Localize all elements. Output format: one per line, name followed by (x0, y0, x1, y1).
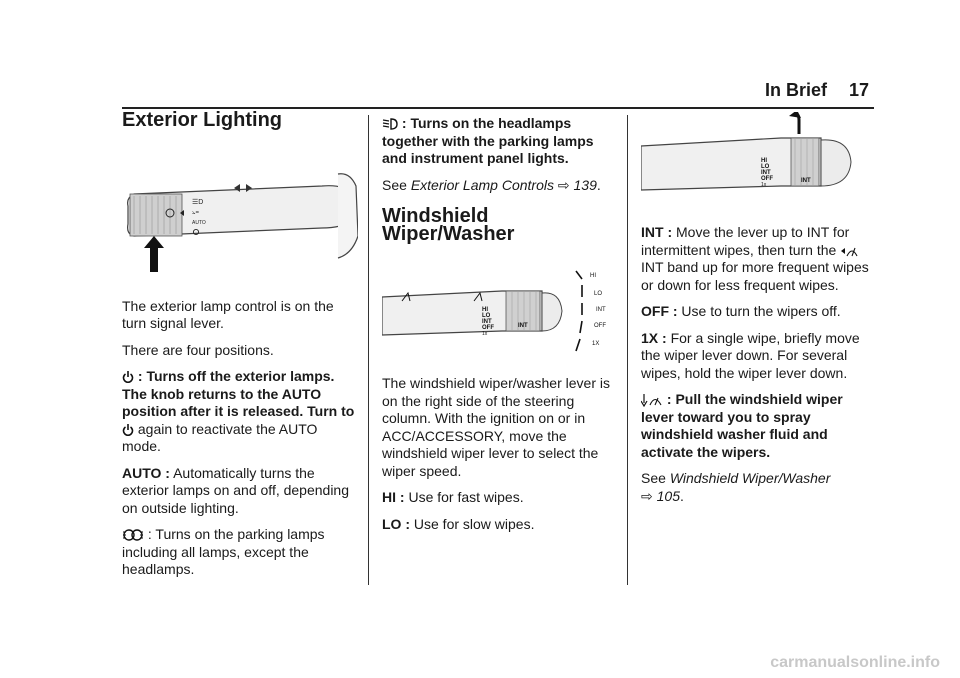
p-wiper-lever: The windshield wiper/washer lever is on the right side of the steering column. With the ignition on or in ACC/ACCESSORY, move the windshield wiper lever to select the wiper speed. (382, 375, 610, 479)
p-four-positions: There are four positions. (122, 341, 274, 358)
wiper-icon (840, 244, 858, 258)
lamp-lever-figure (122, 144, 358, 274)
p-lamp-control: The exterior lamp control is on the turn signal lever. (122, 297, 334, 331)
p-off: OFF : Use to turn the wipers off. (641, 303, 841, 319)
svg-text:⦣=: ⦣= (192, 209, 199, 216)
p-see-wiper: See Windshield Wiper/Washer ⇨ 105. (641, 470, 831, 504)
parking-lamp-icon (122, 528, 144, 542)
svg-text:☰D: ☰D (192, 198, 204, 206)
column-exterior-lighting (122, 109, 358, 588)
section-title: In Brief (765, 80, 828, 100)
column-wiper-positions (641, 112, 875, 514)
svg-text:INT: INT (482, 319, 492, 325)
p-see-exterior: See Exterior Lamp Controls ⇨ 139. (382, 176, 601, 193)
svg-text:HI: HI (482, 307, 488, 313)
wiper-int-figure (641, 112, 861, 212)
p-parking-lamps: : Turns on the parking lamps including all lamps, except the headlamps. (122, 526, 325, 577)
svg-text:1x: 1x (482, 331, 488, 337)
p-1x: 1X : For a single wipe, briefly move the wiper lever down. For several wipes, hold the wiper lever down. (641, 329, 860, 381)
svg-text:OFF: OFF (594, 323, 606, 329)
arrow-ref-icon: ⇨ (557, 176, 570, 193)
heading-exterior-lighting: Exterior Lighting (122, 109, 282, 131)
svg-text:1x: 1x (761, 182, 767, 188)
svg-text:INT: INT (801, 178, 811, 184)
page-number: 17 (849, 80, 870, 100)
page-header (765, 80, 875, 101)
svg-text:OFF: OFF (482, 325, 494, 331)
svg-text:LO: LO (482, 313, 491, 319)
p-off-position: : Turns off the exterior lamps. The knob returns to the AUTO position after it is released. Turn to again to reactivate the AUTO mode. (122, 368, 355, 454)
p-lo: LO : Use for slow wipes. (382, 515, 535, 532)
svg-text:INT: INT (761, 170, 771, 176)
column-headlamps-wipers (382, 115, 618, 542)
p-int: INT : Move the lever up to INT for intermittent wipes, then turn the INT band up for more frequent wipes or down for less frequent wipes. (641, 224, 869, 293)
p-auto: AUTO : Automatically turns the exterior lamps on and off, depending on outside lighting. (122, 464, 350, 516)
washer-icon (641, 393, 663, 407)
column-divider-2 (627, 115, 628, 585)
svg-text:OFF: OFF (761, 176, 773, 182)
svg-text:HI: HI (761, 158, 767, 164)
power-off-icon (122, 370, 134, 384)
svg-text:LO: LO (761, 164, 770, 170)
power-off-icon (122, 423, 134, 437)
headlamp-icon (382, 117, 398, 131)
arrow-ref-icon: ⇨ (641, 487, 653, 504)
wiper-lever-figure (382, 261, 618, 357)
p-washer: : Pull the windshield wiper lever toward you to spray windshield washer fluid and activate the wipers. (641, 391, 843, 460)
column-divider-1 (368, 115, 369, 585)
heading-windshield-wiper: Windshield Wiper/Washer (382, 205, 515, 245)
watermark: carmanualsonline.info (770, 654, 940, 671)
svg-text:1X: 1X (592, 341, 600, 347)
fig-auto-label: AUTO (192, 219, 206, 226)
svg-text:INT: INT (518, 323, 528, 329)
p-headlamps: : Turns on the headlamps together with the parking lamps and instrument panel lights. (382, 115, 594, 166)
svg-text:LO: LO (594, 291, 603, 297)
p-hi: HI : Use for fast wipes. (382, 489, 524, 505)
svg-text:INT: INT (596, 307, 606, 313)
svg-text:HI: HI (590, 273, 596, 279)
